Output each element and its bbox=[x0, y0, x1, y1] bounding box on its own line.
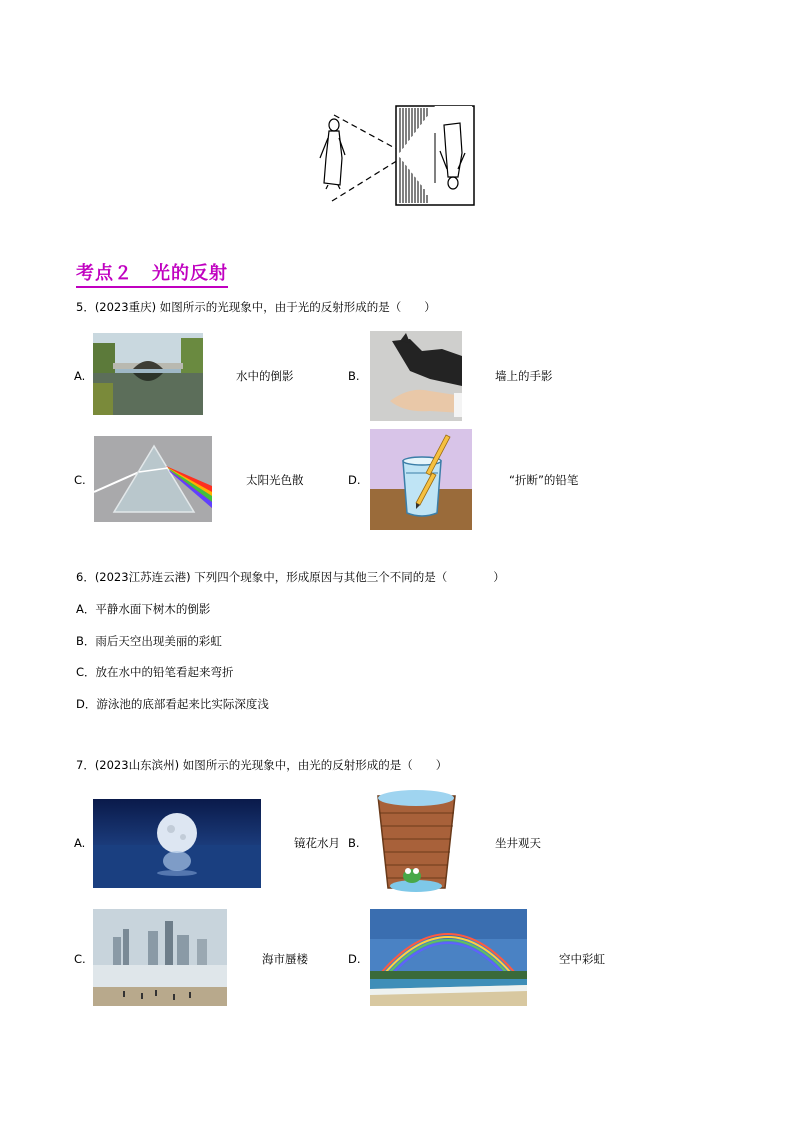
q5-option-a-caption: 水中的倒影 bbox=[236, 369, 294, 383]
q7-option-b-letter[interactable]: B. bbox=[348, 836, 360, 850]
q7-rainbow-image bbox=[370, 909, 527, 1006]
q5-option-c-caption: 太阳光色散 bbox=[246, 473, 304, 487]
q5-option-b-letter[interactable]: B. bbox=[348, 369, 360, 383]
q6-option-d[interactable]: D．游泳池的底部看起来比实际深度浅 bbox=[76, 697, 269, 711]
q6-stem: 6．(2023江苏连云港) 下列四个现象中，形成原因与其他三个不同的是（ ） bbox=[76, 570, 505, 584]
q7-option-d-caption: 空中彩虹 bbox=[559, 952, 605, 966]
q7-option-a-caption: 镜花水月 bbox=[294, 836, 340, 850]
section-title: 考点２ 光的反射 bbox=[76, 259, 228, 288]
q5-option-d-letter[interactable]: D. bbox=[348, 473, 361, 487]
q7-option-c-letter[interactable]: C. bbox=[74, 952, 86, 966]
q7-option-b-caption: 坐井观天 bbox=[495, 836, 541, 850]
standing-person-figure bbox=[320, 119, 345, 189]
q6-option-a[interactable]: A．平静水面下树木的倒影 bbox=[76, 602, 211, 616]
q7-mirage-city-image bbox=[93, 909, 227, 1006]
q5-option-c-letter[interactable]: C. bbox=[74, 473, 86, 487]
q5-option-d-caption: “折断”的铅笔 bbox=[509, 473, 579, 487]
q5-bridge-reflection-image bbox=[93, 333, 203, 415]
q5-prism-dispersion-image bbox=[94, 436, 212, 522]
q5-option-b-caption: 墙上的手影 bbox=[495, 369, 553, 383]
q7-stem: 7．(2023山东滨州) 如图所示的光现象中，由光的反射形成的是（ ） bbox=[76, 758, 448, 772]
q7-frog-in-well-image bbox=[370, 788, 463, 898]
q6-option-c[interactable]: C．放在水中的铅笔看起来弯折 bbox=[76, 665, 234, 679]
q7-moon-reflection-image bbox=[93, 799, 261, 888]
q7-option-c-caption: 海市蜃楼 bbox=[262, 952, 308, 966]
q5-pencil-in-glass-image bbox=[370, 429, 472, 530]
q6-option-b[interactable]: B．雨后天空出现美丽的彩虹 bbox=[76, 634, 222, 648]
q5-stem: 5．(2023重庆) 如图所示的光现象中，由于光的反射形成的是（ ） bbox=[76, 300, 436, 314]
pinhole-camera-diagram bbox=[310, 103, 480, 207]
q5-hand-shadow-image bbox=[370, 331, 462, 421]
q5-option-a-letter[interactable]: A. bbox=[74, 369, 86, 383]
q7-option-a-letter[interactable]: A. bbox=[74, 836, 86, 850]
q7-option-d-letter[interactable]: D. bbox=[348, 952, 361, 966]
